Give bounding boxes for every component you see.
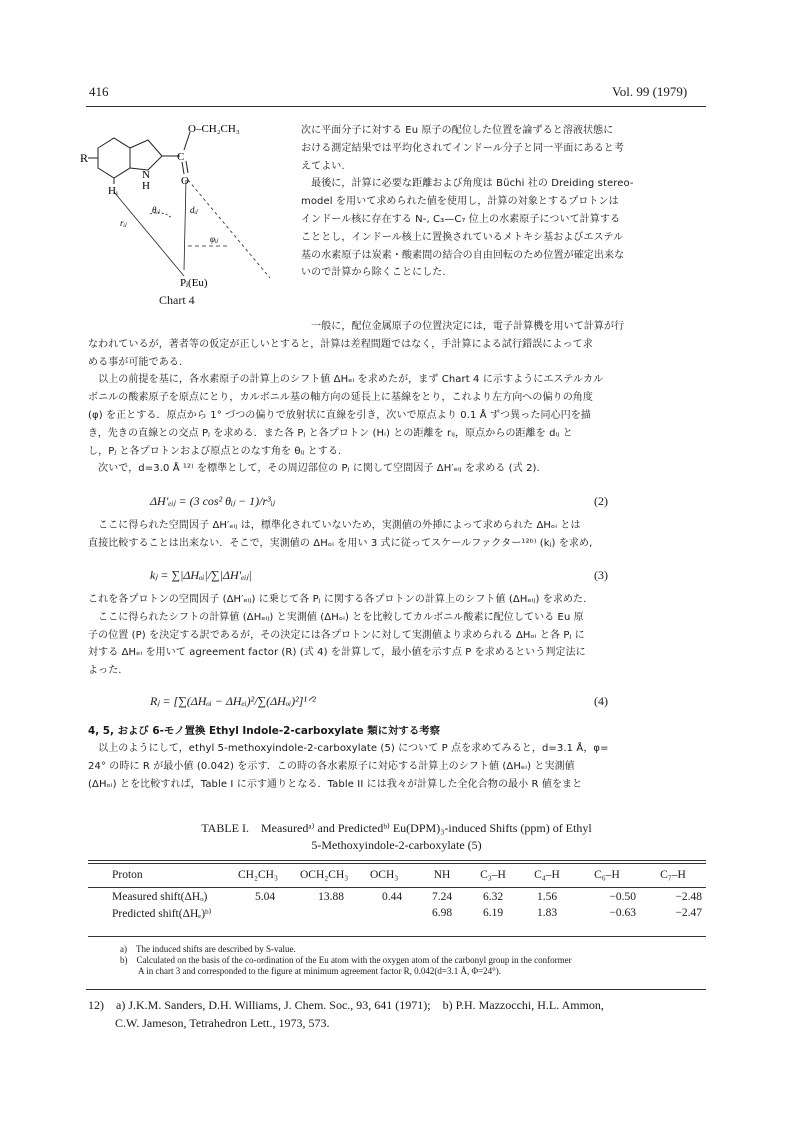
text-line: よった. [88,665,122,677]
equation-2-number: (2) [594,494,608,508]
body-text-1 [88,318,624,478]
table-header: OCH₃ [370,869,399,881]
table-cell: 6.32 [482,891,504,903]
text-line: 次に平面分子に対する Eu 原子の配位した位置を論ずると溶液状態に [301,125,614,136]
table-header-row [108,867,706,883]
right-paragraph [301,122,634,282]
footnote: A in chart 3 and corresponded to the figure at minimum agreement factor R, 0.042(d=3.1 Å, Φ=24°). [120,966,501,976]
volume-label: Vol. 99 (1979) [612,84,688,99]
label-r: R [80,151,89,165]
chart-4-diagram [80,118,280,298]
footnote: b) Calculated on the basis of the co-ordination of the Eu atom with the oxygen atom of the carbonyl group in the conformer [120,955,572,965]
table-caption-line-1: TABLE I. Measuredᵃ⁾ and Predictedᵇ⁾ Eu(DPM)₃-induced Shifts (ppm) of Ethyl [201,821,592,835]
table-cell [296,905,366,921]
equation-4: Rⱼ = [∑(ΔHₒᵢ − ΔHₑᵢ)²/∑(ΔHₒᵢ)²]¹ᐟ² [150,694,316,708]
table-cell: Predicted shift(ΔHₑ)ᵇ⁾ [112,908,212,920]
text-line: いので計算から除くことにした. [301,267,446,279]
equation-3: kⱼ = ∑|ΔHₒᵢ|/∑|ΔH′ₑᵢⱼ| [150,568,252,582]
text-line: 対する ΔHₑᵢ を用いて agreement factor (R) (式 4) を計算して，最小値を示す点 P を求めるという判定法に [88,647,586,659]
text-line: えてよい. [301,160,345,172]
label-theta: θᵢⱼ [152,205,160,215]
label-ester: O–CH₂CH₃ [188,123,240,135]
table-cell: 13.88 [318,891,344,903]
table-top-rule-2 [88,863,706,864]
text-line: 24° の時に R が最小値 (0.042) を示す．この時の各水素原子に対応する計算上のシフト値 (ΔHₑᵢ) と実測値 [88,760,575,772]
label-pj: Pⱼ(Eu) [180,277,208,289]
text-line: し，Pⱼ と各プロトンおよび原点とのなす角を θᵢⱼ とする. [88,445,342,457]
table-cell: −0.63 [609,907,636,919]
table-row [108,905,706,921]
text-line: 最後に，計算に必要な距離および角度は Büchi 社の Dreiding stereo- [301,178,634,190]
page-number: 416 [89,84,109,99]
body-text-4 [88,740,609,793]
text-line: 子の位置 (P) を決定する訳であるが，その決定には各プロトンに対して実測値より求められる ΔHₒᵢ と各 Pⱼ に [88,629,585,641]
text-line: 次いで，d=3.0 Å ¹²⁾ を標準として，その周辺部位の Pⱼ に関して空間因子 ΔH′ₑᵢⱼ を求める (式 2). [88,463,540,475]
table-cell: −0.50 [609,891,636,903]
label-c: C [177,151,185,163]
text-line: おける測定結果では平均化されてインドール分子と同一平面にあると考 [301,142,624,154]
text-line: 基の水素原子は炭素・酸素間の結合の自由回転のため位置が確定出来な [301,249,625,261]
table-header: C₃–H [480,869,506,881]
section-heading: 4, 5, および 6-モノ置換 Ethyl Indole-2-carboxylate 類に対する考察 [88,725,440,737]
label-h: H [142,180,150,192]
text-line: 一般に，配位金属原子の位置決定には，電子計算機を用いて計算が行 [301,321,625,332]
reference-rule [86,989,706,990]
shift-table [108,867,706,921]
baseline-dashed [188,180,270,278]
text-line: 以上の前提を基に，各水素原子の計算上のシフト値 ΔHₑᵢ を求めたが，まず Chart 4 に示すようにエステルカル [88,374,604,386]
label-n: N [142,169,150,181]
text-line: ここに得られた空間因子 ΔH′ₑᵢⱼ は，標準化されていないため，実測値の外挿によって求められた ΔHₒᵢ とは [88,520,581,531]
table-cell: 5.04 [254,891,276,903]
label-rij: rᵢⱼ [120,218,127,228]
label-dij: dᵢⱼ [190,205,198,215]
table-cell: 1.83 [536,907,558,919]
r-ij-line [114,192,184,276]
text-line: model を用いて求められた値を使用し，計算の対象とするプロトンは [301,196,619,208]
table-row [108,889,706,905]
text-line: (φ) を正とする．原点から 1° づつの偏りで放射状に直線を引き，次いで原点より 0.1 Å ずつ異った同心円を描 [88,409,591,421]
equation-2: ΔH′ₑᵢⱼ = (3 cos² θᵢⱼ − 1)/r³ᵢⱼ [150,494,275,508]
references [88,996,604,1032]
text-line: き，先きの直線との交点 Pⱼ を求める．また各 Pⱼ と各プロトン (Hᵢ) との距離を rᵢⱼ，原点からの距離を dᵢⱼ と [88,427,573,439]
table-header: C₇–H [660,869,686,881]
text-line: ボニルの酸素原子を原点にとり，カルボニル基の軸方向の延長上に基線をとり，これより左方向への偏りの角度 [88,392,593,404]
header-rule [86,106,706,107]
table-header: C₆–H [594,869,620,881]
table-caption-line-2: 5-Methoxyindole-2-carboxylate (5) [311,838,482,852]
reference-line: C.W. Jameson, Tetrahedron Lett., 1973, 573. [88,1016,330,1030]
table-cell: 7.24 [431,891,453,903]
table-cell: −2.47 [675,907,702,919]
table-header: OCH₂CH₃ [300,869,349,881]
table-cell: 6.98 [431,907,453,919]
table-header: Proton [112,869,143,881]
text-line: 以上のようにして，ethyl 5-methoxyindole-2-carboxylate (5) について P 点を求めてみると，d=3.1 Å，φ= [88,743,609,754]
table-header: CH₂CH₃ [238,869,278,881]
table-header: NH [433,869,451,881]
d-ij-line [184,180,186,270]
table-cell: −2.48 [675,891,702,903]
table-footnotes [120,944,572,977]
label-phi: φᵢⱼ [210,234,218,244]
benzene-ring [98,138,130,178]
text-line: 直接比較することは出来ない．そこで，実測値の ΔHₒᵢ を用い 3 式に従ってスケールファクター¹²ᵇ⁾ (kⱼ) を求め, [88,537,593,549]
reference-line: 12) a) J.K.M. Sanders, D.H. Williams, J. Chem. Soc., 93, 641 (1971); b) P.H. Mazzocchi, H.L. Ammon, [88,998,604,1012]
chart-caption: Chart 4 [159,293,195,307]
label-o: O [181,175,189,187]
table-header: C₄–H [534,869,560,881]
footnote: a) The induced shifts are described by S-value. [120,944,296,954]
table-cell: 6.19 [482,907,504,919]
body-text-2 [88,517,592,553]
equation-3-number: (3) [594,568,608,582]
table-cell [366,905,418,921]
text-line: インドール核に存在する N-, C₃—C₇ 位上の水素原子について計算する [301,213,621,225]
table-cell: 1.56 [536,891,558,903]
text-line: (ΔHₒᵢ) とを比較すれば，Table I に示す通りとなる．Table II には我々が計算した全化合物の最小 R 値をまと [88,778,583,790]
text-line: める事が可能である. [88,356,183,368]
equation-4-number: (4) [594,694,608,708]
pyrrole-ring [130,140,162,170]
table-bottom-rule [88,936,706,937]
text-line: なわれているが，著者等の仮定が正しいとすると，計算は差程間題ではなく，手計算による試行錯誤によって求 [88,338,593,350]
table-top-rule [88,860,706,861]
body-text-3 [88,591,586,680]
text-line: これを各プロトンの空間因子 (ΔH′ₑᵢⱼ) に乗じて各 Pⱼ に関する各プロトンの計算上のシフト値 (ΔHₑᵢⱼ) を求めた. [88,594,587,605]
text-line: ここに得られたシフトの計算値 (ΔHₑᵢⱼ) と実測値 (ΔHₒᵢ) とを比較してカルボニル酸素に配位している Eu 原 [88,611,584,623]
table-cell: 0.44 [381,891,403,903]
table-cell [234,905,296,921]
table-cell: Measured shift(ΔHₒ) [112,891,208,903]
label-hi: Hᵢ [108,185,118,197]
text-line: こととし，インドール核上に置換されているメトキシ基およびエステル [301,231,624,243]
